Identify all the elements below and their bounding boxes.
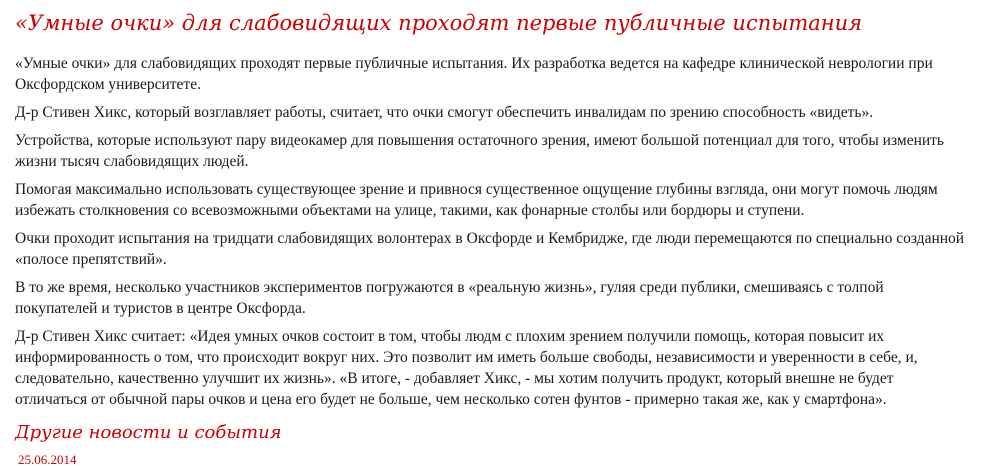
article-paragraph: Помогая максимально использовать существующее зрение и привнося существенное ощущение глубины взгляда, они могут помочь людям избежать столкновения со всевозможными объектами на улице, такими, как фонарные столбы или бордюры и ступени.	[15, 181, 938, 219]
article-title: «Умные очки» для слабовидящих проходят первые публичные испытания	[15, 11, 863, 35]
news-item-date: 25.06.2014	[18, 452, 77, 467]
other-news-heading: Другие новости и события	[15, 422, 282, 443]
article-paragraph: В то же время, несколько участников экспериментов погружаются в «реальную жизнь», гуляя среди публики, смешиваясь с толпой покупателей и туристов в центре Оксфорда.	[15, 279, 884, 317]
article-paragraph: Д-р Стивен Хикс, который возглавляет работы, считает, что очки смогут обеспечить инвалидам по зрению способность «видеть».	[15, 104, 874, 121]
article-paragraph: «Умные очки» для слабовидящих проходят первые публичные испытания. Их разработка ведется на кафедре клинической неврологии при Оксфордском университете.	[15, 55, 933, 93]
article-paragraph: Очки проходит испытания на тридцати слабовидящих волонтерах в Оксфорде и Кембридже, где люди перемещаются по специально созданной «полосе препятствий».	[15, 230, 965, 268]
article-paragraph: Устройства, которые используют пару видеокамер для повышения остаточного зрения, имеют большой потенциал для того, чтобы изменить жизни тысяч слабовидящих людей.	[15, 132, 945, 170]
article-paragraph: Д-р Стивен Хикс считает: «Идея умных очков состоит в том, чтобы людм с плохим зрением получили помощь, которая повысит их информированность о том, что происходит вокруг них. Это позволит им иметь больше свободы, независимости и уверенности в себе, и, следовательно, качественно улучшит их жизнь». «В итоге, - добавляет Хикс, - мы хотим получить продукт, который внешне не будет отличаться от обычной пары очков и цена его будет не больше, чем несколько сотен фунтов - примерно такая же, как у смартфона».	[15, 328, 918, 408]
article-body	[15, 53, 966, 410]
